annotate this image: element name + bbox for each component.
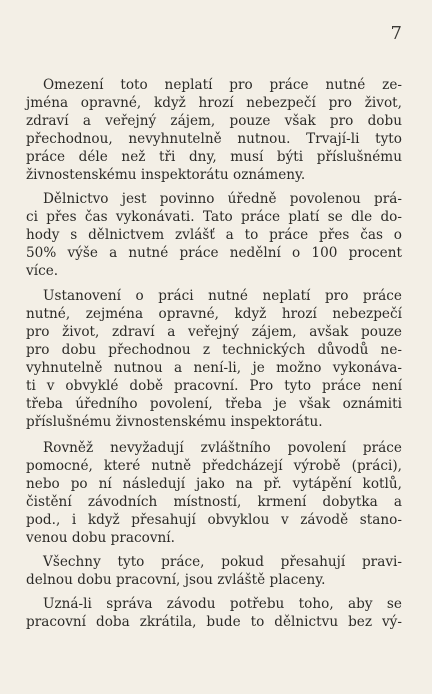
text-line: vyhnutelně nutnou a není-li, je možno vykonáva- (26, 359, 402, 376)
paragraph (26, 595, 402, 631)
text-line: ci přes čas vykonávati. Tato práce platí se dle do- (26, 209, 402, 226)
text-line: Uzná-li správa závodu potřebu toho, aby se (43, 596, 402, 613)
text-line: více. (26, 263, 59, 280)
text-line: nutné, zejména opravné, když hrozí nebezpečí (26, 305, 402, 322)
text-line: příslušnému živnostenskému inspektorátu. (26, 413, 323, 430)
text-line: 50% výše a nutné práce nedělní o 100 procent (26, 245, 402, 262)
body-text (26, 76, 402, 637)
text-line: pracovní doba zkrátila, bude to dělnictvu bez vý- (26, 614, 402, 631)
page-number: 7 (390, 23, 402, 44)
paragraph (26, 76, 402, 184)
text-line: nebo po ní následují jako na př. vytápění kotlů, (26, 475, 402, 492)
text-line: venou dobu pracovní. (26, 530, 176, 547)
text-line: delnou dobu pracovní, jsou zvláště placeny. (26, 572, 326, 589)
text-line: čistění závodních místností, krmení dobytka a (26, 494, 402, 511)
text-line: Omezení toto neplatí pro práce nutné ze- (43, 77, 402, 93)
text-line: přechodnou, nevyhnutelně nutnou. Trvají-li tyto (26, 131, 402, 148)
paragraph (26, 553, 402, 589)
text-line: živnostenskému inspektorátu oznámeny. (26, 167, 306, 184)
text-line: pro dobu přechodnou z technických důvodů ne- (26, 341, 402, 358)
text-line: jména opravné, když hrozí nebezpečí pro život, (26, 95, 402, 112)
paragraph (26, 190, 402, 280)
text-line: práce déle než tři dny, musí býti příslušnému (26, 149, 402, 166)
text-line: Dělnictvo jest povinno úředně povolenou prá- (43, 191, 402, 208)
text-line: třeba úředního povolení, třeba je však oznámiti (26, 395, 402, 412)
text-line: pro život, zdraví a veřejný zájem, avšak pouze (26, 323, 402, 340)
paragraph (26, 287, 402, 431)
text-line: hody s dělnictvem zvlášť a to práce přes čas o (26, 227, 402, 244)
text-line: Ustanovení o práci nutné neplatí pro práce (43, 287, 402, 304)
paragraph (26, 439, 402, 547)
text-line: zdraví a veřejný zájem, pouze však pro dobu (26, 113, 402, 130)
text-line: pod., i když přesahují obvyklou v závodě stano- (26, 512, 402, 529)
text-line: Všechny tyto práce, pokud přesahují pravi- (43, 554, 402, 571)
text-line: pomocné, které nutně předcházejí výrobě (práci), (26, 457, 402, 474)
text-line: ti v obvyklé době pracovní. Pro tyto práce není (26, 377, 402, 394)
text-line: Rovněž nevyžadují zvláštního povolení práce (43, 439, 402, 456)
